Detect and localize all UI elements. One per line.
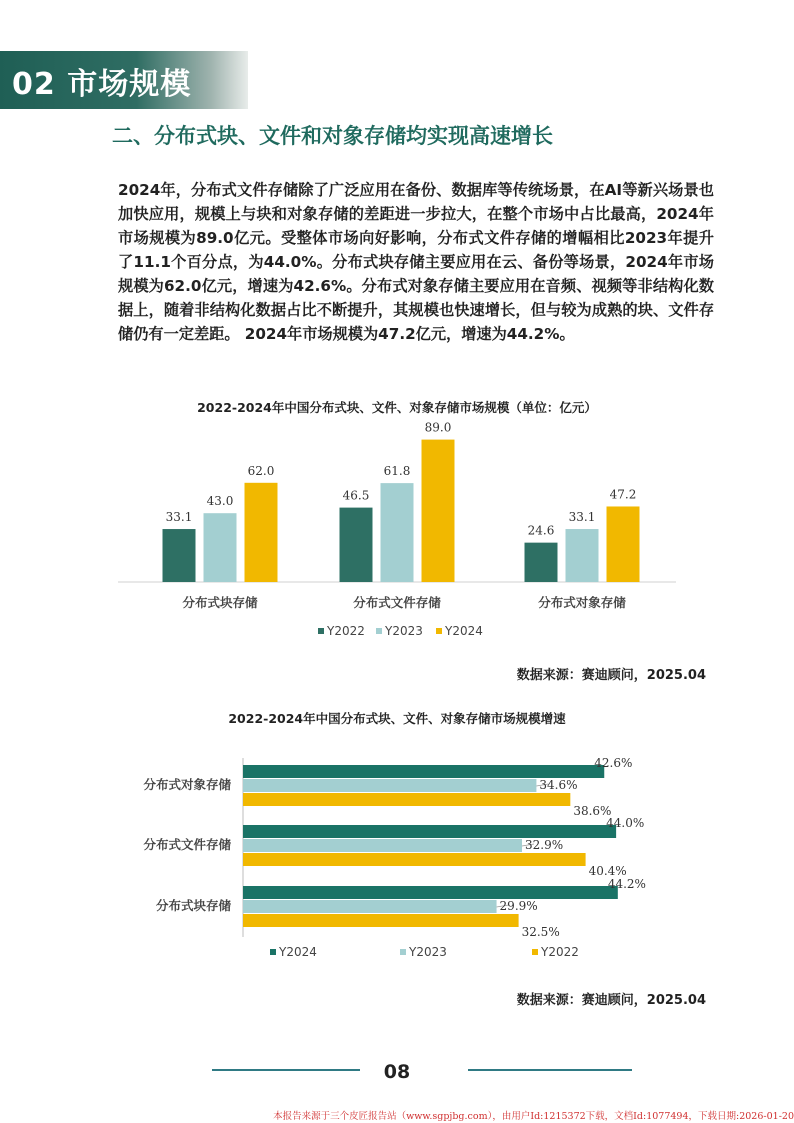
page-rule-right	[468, 1069, 632, 1071]
chart2-data-label: 29.9%	[499, 899, 538, 913]
chart1-data-label: 61.8	[383, 464, 411, 479]
chart2-bar	[243, 853, 586, 866]
chart1-legend-swatch	[376, 628, 382, 634]
chart2-bar	[243, 765, 604, 778]
chart1-data-label: 89.0	[424, 420, 452, 435]
chart2-legend-swatch	[400, 949, 406, 955]
chart2-legend-swatch	[532, 949, 538, 955]
chart1-data-label: 62.0	[247, 463, 275, 478]
chart2-bar	[243, 779, 536, 792]
chart1-bar	[566, 529, 599, 582]
chart1-title: 2022-2024年中国分布式块、文件、对象存储市场规模（单位：亿元）	[197, 400, 597, 415]
chart1-data-label: 47.2	[609, 487, 637, 502]
chart1-category-label: 分布式对象存储	[538, 595, 626, 610]
chart2-data-label: 32.9%	[524, 838, 564, 852]
chart1-category-label: 分布式块存储	[182, 595, 258, 610]
chart2-data-label: 42.6%	[594, 756, 633, 770]
chart2-data-label: 38.6%	[573, 804, 612, 818]
body-paragraph: 2024年，分布式文件存储除了广泛应用在备份、数据库等传统场景，在AI等新兴场景也加快应用，规模上与块和对象存储的差距进一步拉大，在整个市场中占比最高，2024年市场规模为89.0亿元。受整体市场向好影响，分布式文件存储的增幅相比2023年提升了11.1个百分点，为44.0%。分布式块存储主要应用在云、备份等场景，2024年市场规模为62.0亿元，增速为42.6%。分布式对象存储主要应用在音频、视频等非结构化数据上，随着非结构化数据占比不断提升，其规模也快速增长，但与较为成熟的块、文件存储仍有一定差距。 2024年市场规模为47.2亿元，增速为44.2%。	[118, 181, 714, 343]
chart2-legend-label: Y2022	[541, 945, 579, 959]
chart1-data-label: 24.6	[527, 523, 555, 538]
chart1-bar	[381, 483, 414, 582]
growth-rate-chart	[0, 740, 794, 970]
chart2-data-label: 40.4%	[588, 864, 627, 878]
chart2-bar	[243, 900, 497, 913]
chart1-bar	[525, 543, 558, 582]
chart2-source: 数据来源：赛迪顾问，2025.04	[516, 993, 706, 1008]
chart1-legend-label: Y2022	[327, 624, 365, 638]
chart1-bar	[422, 440, 455, 582]
chart1-legend-swatch	[436, 628, 442, 634]
chart1-source: 数据来源：赛迪顾问，2025.04	[516, 668, 706, 683]
chart2-data-label: 32.5%	[521, 925, 560, 939]
chart1-bar	[245, 483, 278, 582]
chart2-legend-label: Y2023	[409, 945, 447, 959]
chart2-bar	[243, 793, 570, 806]
chart1-bar	[607, 506, 640, 582]
chart1-bar	[340, 508, 373, 582]
chart1-legend-swatch	[318, 628, 324, 634]
chart1-bar	[163, 529, 196, 582]
chart1-legend-label: Y2023	[385, 624, 423, 638]
section-tag	[0, 51, 248, 109]
chart1-category-label: 分布式文件存储	[353, 595, 441, 610]
chart2-bar	[243, 886, 618, 899]
download-footer: 本报告来源于三个皮匠报告站（www.sgpjbg.com），由用户Id:1215372下载，文档Id:1077494，下载日期:2026-01-20	[273, 1111, 794, 1122]
chart1-bar	[204, 513, 237, 582]
chart2-data-label: 44.2%	[607, 877, 646, 891]
chart2-title: 2022-2024年中国分布式块、文件、对象存储市场规模增速	[228, 711, 566, 726]
chart2-category-label: 分布式对象存储	[143, 777, 231, 792]
chart2-legend-swatch	[270, 949, 276, 955]
chart1-legend-label: Y2024	[445, 624, 483, 638]
market-size-chart	[0, 420, 794, 660]
section-heading: 二、分布式块、文件和对象存储均实现高速增长	[112, 124, 553, 148]
chart1-data-label: 33.1	[165, 510, 193, 525]
chart2-bar	[243, 825, 616, 838]
chart2-category-label: 分布式块存储	[155, 898, 231, 913]
chart1-data-label: 43.0	[206, 494, 234, 509]
section-label: 02 市场规模	[12, 67, 192, 102]
page-number: 08	[383, 1061, 411, 1083]
chart2-bar	[243, 839, 522, 852]
chart2-legend-label: Y2024	[279, 945, 317, 959]
chart1-data-label: 33.1	[568, 510, 596, 525]
chart2-bar	[243, 914, 519, 927]
chart1-data-label: 46.5	[342, 488, 370, 503]
chart2-data-label: 44.0%	[606, 816, 645, 830]
chart2-category-label: 分布式文件存储	[143, 837, 231, 852]
chart2-data-label: 34.6%	[539, 778, 578, 792]
